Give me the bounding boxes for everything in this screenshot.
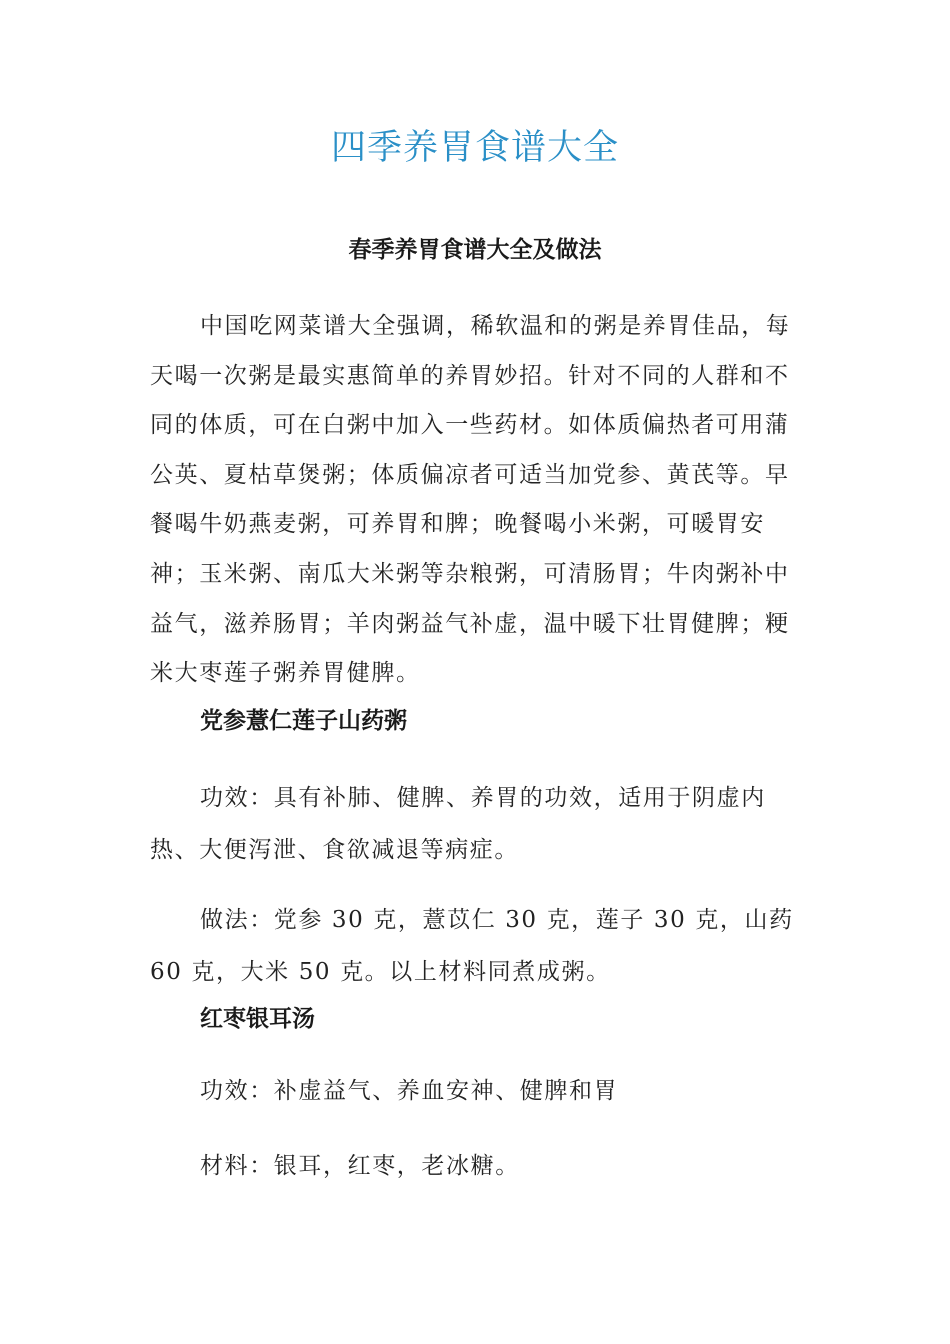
section-subtitle: 春季养胃食谱大全及做法 [348, 237, 602, 263]
intro-paragraph: 中国吃网菜谱大全强调，稀软温和的粥是养胃佳品，每天喝一次粥是最实惠简单的养胃妙招。针对不同的人群和不同的体质，可在白粥中加入一些药材。如体质偏热者可用蒲公英、夏枯草煲粥；体质偏凉者可适当加党参、黄芪等。早餐喝牛奶燕麦粥，可养胃和脾；晚餐喝小米粥，可暖胃安神；玉米粥、南瓜大米粥等杂粮粥，可清肠胃；牛肉粥补中益气，滋养肠胃；羊肉粥益气补虚，温中暖下壮胃健脾；粳米大枣莲子粥养胃健脾。 [150, 313, 791, 687]
recipe-materials: 材料：银耳，红枣，老冰糖。 [200, 1153, 520, 1179]
recipe-effect: 功效：具有补肺、健脾、养胃的功效，适用于阴虚内热、大便泻泄、食欲减退等病症。 [150, 785, 766, 863]
document-title: 四季养胃食谱大全 [330, 128, 619, 168]
recipe-effect: 功效：补虚益气、养血安神、健脾和胃 [200, 1078, 619, 1104]
recipe-heading: 党参薏仁莲子山药粥 [200, 708, 407, 734]
recipe-heading: 红枣银耳汤 [200, 1006, 315, 1032]
recipe-method: 做法：党参 30 克，薏苡仁 30 克，莲子 30 克，山药 60 克，大米 50 克。以上材料同煮成粥。 [150, 907, 794, 985]
